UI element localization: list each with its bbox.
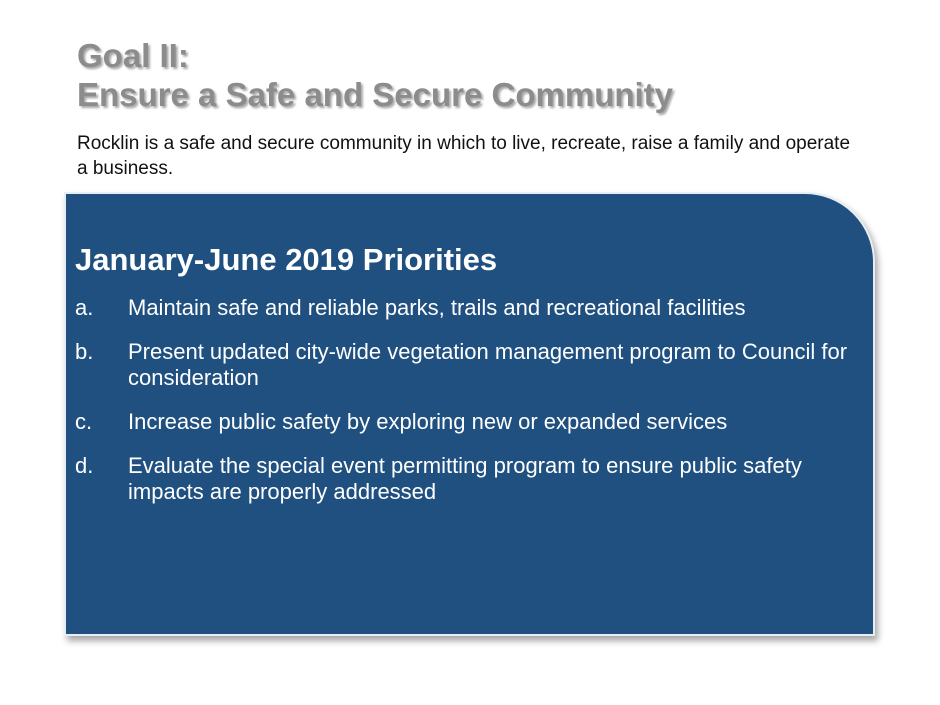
intro-text: Rocklin is a safe and secure community in which to live, recreate, raise a family and operate a business. xyxy=(77,133,851,179)
slide-title xyxy=(77,36,673,114)
list-item-marker: a. xyxy=(75,295,94,320)
list-item xyxy=(75,339,855,391)
list-item xyxy=(75,295,855,321)
list-item-marker: b. xyxy=(75,339,94,364)
list-item xyxy=(75,453,855,505)
list-item-text: Increase public safety by exploring new or expanded services xyxy=(128,409,728,434)
priorities-list xyxy=(75,295,855,523)
slide-title-line-2: Ensure a Safe and Secure Community xyxy=(77,76,674,113)
slide-title-line-1: Goal II: xyxy=(77,37,189,74)
list-item-marker: d. xyxy=(75,453,94,478)
list-item-marker: c. xyxy=(75,409,93,434)
list-item-text: Present updated city-wide vegetation management program to Council for consideration xyxy=(128,339,848,390)
list-item-text: Evaluate the special event permitting program to ensure public safety impacts are properly addressed xyxy=(128,453,802,504)
list-item xyxy=(75,409,855,435)
list-item-text: Maintain safe and reliable parks, trails and recreational facilities xyxy=(128,295,746,320)
priorities-heading: January-June 2019 Priorities xyxy=(75,242,498,277)
